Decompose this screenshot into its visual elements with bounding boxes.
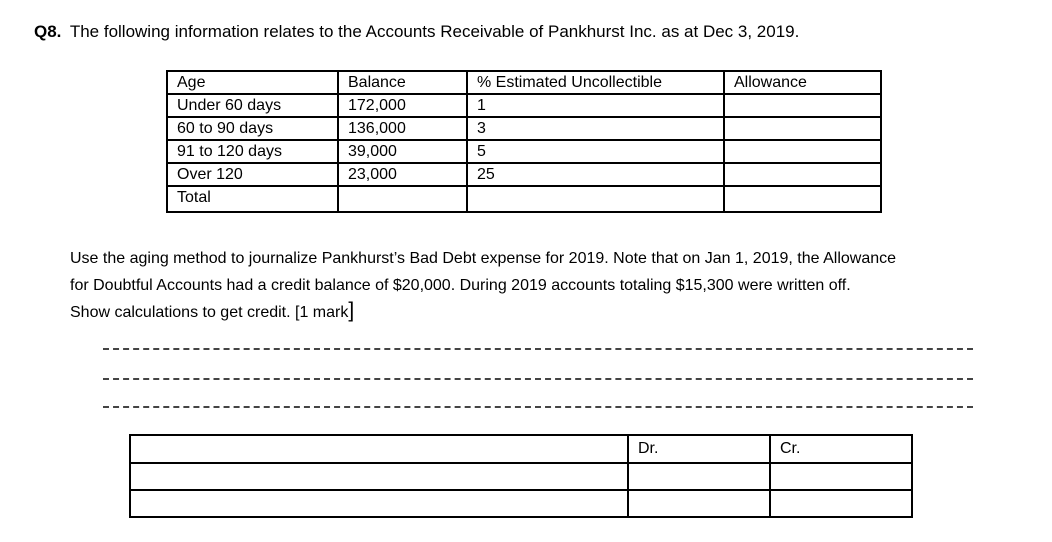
instructions-line: Use the aging method to journalize Pankhurst’s Bad Debt expense for 2019. Note that on Jan 1, 2019, the Allowance [70, 250, 897, 267]
total-row [167, 186, 881, 212]
age-cell: Over 120 [167, 163, 338, 186]
closing-bracket: ] [348, 299, 355, 322]
header-balance: Balance [338, 71, 467, 94]
allowance-cell[interactable] [724, 94, 881, 117]
answer-line[interactable] [103, 378, 973, 380]
account-cell[interactable] [130, 490, 628, 517]
total-balance-cell[interactable] [338, 186, 467, 212]
account-cell[interactable] [130, 435, 628, 463]
table-row [167, 140, 881, 163]
table-row [167, 117, 881, 140]
dr-header: Dr. [628, 435, 770, 463]
total-label: Total [167, 186, 338, 212]
table-row [167, 163, 881, 186]
balance-cell: 172,000 [338, 94, 467, 117]
allowance-cell[interactable] [724, 163, 881, 186]
answer-line[interactable] [103, 348, 973, 350]
percent-cell: 3 [467, 117, 724, 140]
question-text: The following information relates to the Accounts Receivable of Pankhurst Inc. as at Dec 3, 2019. [69, 22, 800, 41]
cr-cell[interactable] [770, 490, 912, 517]
table-row [130, 463, 912, 490]
age-cell: Under 60 days [167, 94, 338, 117]
balance-cell: 136,000 [338, 117, 467, 140]
percent-cell: 25 [467, 163, 724, 186]
cr-cell[interactable] [770, 463, 912, 490]
header-percent-uncollectible: % Estimated Uncollectible [467, 71, 724, 94]
balance-cell: 23,000 [338, 163, 467, 186]
aging-table [166, 70, 882, 213]
answer-line[interactable] [103, 406, 973, 408]
table-row [167, 94, 881, 117]
journal-entry-table [129, 434, 913, 518]
question-header [34, 22, 799, 42]
question-number: Q8. [34, 22, 62, 41]
total-percent-cell [467, 186, 724, 212]
header-age: Age [167, 71, 338, 94]
account-cell[interactable] [130, 463, 628, 490]
instructions [70, 245, 1030, 326]
instructions-line: for Doubtful Accounts had a credit balance of $20,000. During 2019 accounts totaling $15,300 were written off. [70, 277, 851, 294]
dr-cell[interactable] [628, 463, 770, 490]
header-allowance: Allowance [724, 71, 881, 94]
allowance-cell[interactable] [724, 140, 881, 163]
dr-cell[interactable] [628, 490, 770, 517]
total-allowance-cell[interactable] [724, 186, 881, 212]
table-row [130, 490, 912, 517]
journal-header-row [130, 435, 912, 463]
allowance-cell[interactable] [724, 117, 881, 140]
cr-header: Cr. [770, 435, 912, 463]
percent-cell: 5 [467, 140, 724, 163]
instructions-line [70, 299, 1030, 326]
balance-cell: 39,000 [338, 140, 467, 163]
age-cell: 60 to 90 days [167, 117, 338, 140]
percent-cell: 1 [467, 94, 724, 117]
age-cell: 91 to 120 days [167, 140, 338, 163]
aging-header-row [167, 71, 881, 94]
instructions-line-text: Show calculations to get credit. [1 mark [70, 304, 349, 321]
